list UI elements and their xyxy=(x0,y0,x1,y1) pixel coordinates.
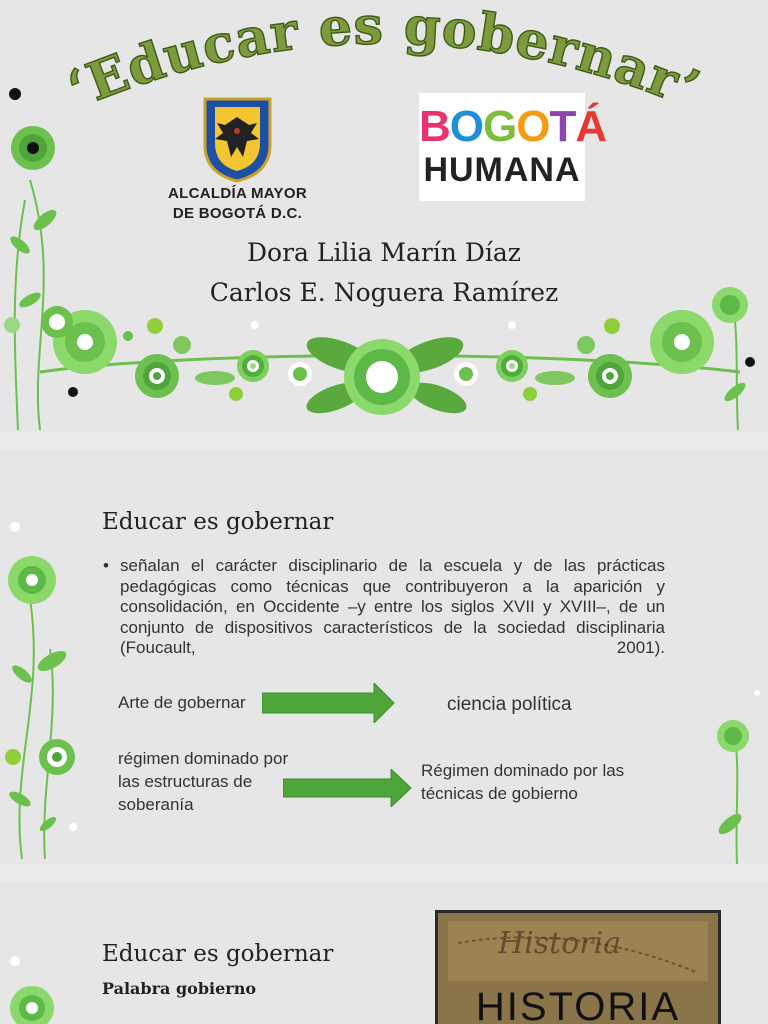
alcaldia-line1: ALCALDÍA MAYOR xyxy=(168,185,307,202)
bogota-humana-logo xyxy=(419,93,607,201)
humana-word: HUMANA xyxy=(423,151,581,189)
svg-text:Historia: Historia xyxy=(498,926,622,961)
historia-text: HISTORIA xyxy=(475,985,681,1024)
alcaldia-line2: DE BOGOTÁ D.C. xyxy=(172,205,303,222)
ciencia-politica-label: ciencia política xyxy=(447,694,572,715)
slide-title: Educar es gobernar xyxy=(102,509,334,535)
slide-title xyxy=(0,0,768,130)
bullet-point xyxy=(103,556,665,659)
content-slide-partial xyxy=(0,881,768,1024)
alcaldia-logo xyxy=(165,95,310,225)
svg-text:‘Educar es gobernar’: ‘Educar es gobernar’ xyxy=(59,0,709,121)
content-slide xyxy=(0,449,768,864)
regimen-tecnicas-label: Régimen dominado por las técnicas de gobierno xyxy=(421,761,625,803)
author-1: Dora Lilia Marín Díaz xyxy=(247,238,521,267)
arte-de-gobernar-label: Arte de gobernar xyxy=(118,693,246,712)
bogota-letter: O xyxy=(449,102,484,151)
coat-of-arms-icon xyxy=(165,95,310,185)
bullet-text: señalan el carácter disciplinario de la escuela y de las prácticas pedagógicas como técnicas que contribuyeron a la aparición y consolidación, en Occidente –y entre los siglos XVII y XVIII–, de un conjunto de dispositivos característicos de la sociedad disciplinaria (Foucault, 2001). xyxy=(120,556,665,657)
regimen-soberania-label: régimen dominado por las estructuras de soberanía xyxy=(118,749,289,814)
bullet-icon: • xyxy=(103,556,109,575)
slide-subtitle: Palabra gobierno xyxy=(102,979,257,998)
bogota-letter: Á xyxy=(575,102,607,151)
slide-title: Educar es gobernar xyxy=(102,941,334,967)
title-slide xyxy=(0,0,768,432)
arrow-right-icon xyxy=(283,769,413,807)
bogota-letter: T xyxy=(549,102,576,151)
historia-image xyxy=(435,910,721,1024)
bogota-letter: O xyxy=(516,102,550,151)
arrow-right-icon xyxy=(262,683,396,723)
author-2: Carlos E. Noguera Ramírez xyxy=(209,278,559,307)
bogota-word xyxy=(419,102,607,151)
bogota-letter: B xyxy=(419,102,450,151)
bogota-letter: G xyxy=(483,102,517,151)
